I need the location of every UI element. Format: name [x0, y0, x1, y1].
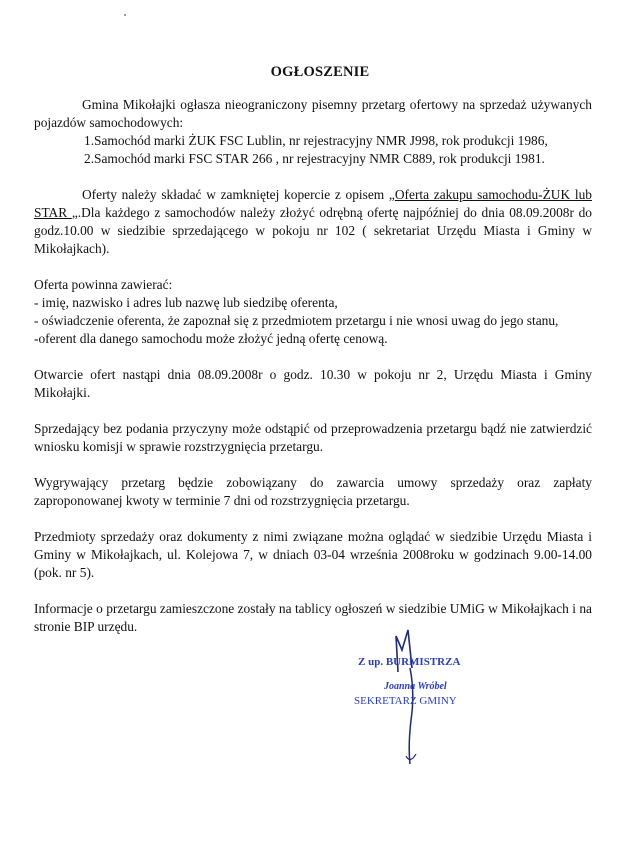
publication-paragraph: Informacje o przetargu zamieszczone zostały na tablicy ogłoszeń w siedzibie UMiG w Mikołajkach i na stronie BIP urzędu.: [34, 601, 592, 634]
stamp-line-2: SEKRETARZ GMINY: [354, 695, 457, 707]
document-body: [34, 96, 592, 636]
inspection-paragraph: Przedmioty sprzedaży oraz dokumenty z nimi związane można oglądać w siedzibie Urzędu Miasta i Gminy w Mikołajkach, ul. Kolejowa 7, w dniach 03-04 września 2008roku w godzinach 9.00-14.00 (pok. nr 5).: [34, 529, 592, 580]
winner-obligation-paragraph: Wygrywający przetarg będzie zobowiązany do zawarcia umowy sprzedaży oraz zapłaty zaproponowanej kwoty w terminie 7 dni od rozstrzygnięcia przetargu.: [34, 475, 592, 508]
offers-paragraph: [34, 186, 592, 258]
seller-rights-paragraph: Sprzedający bez podania przyczyny może odstąpić od przeprowadzenia przetargu bądź nie zatwierdzić wniosku komisji w sprawie rozstrzygnięcia przetargu.: [34, 421, 592, 454]
offers-suffix: „.Dla każdego z samochodów należy złożyć odrębną ofertę najpóźniej do dnia 08.09.2008r do godz.10.00 w siedzibie sprzedającego w pokoju nr 102 ( sekretariat Urzędu Miasta i Gminy w Mikołajkach).: [34, 205, 592, 256]
stamp-line-1: Z up. BURMISTRZA: [358, 656, 461, 668]
contents-item-2: - oświadczenie oferenta, że zapoznał się z przedmiotem przetargu i nie wnosi uwag do jego stanu,: [34, 313, 559, 328]
document-title: OGŁOSZENIE: [270, 64, 370, 80]
intro-paragraph: Gmina Mikołajki ogłasza nieograniczony pisemny przetarg ofertowy na sprzedaż używanych pojazdów samochodowych:: [34, 97, 592, 130]
signature-stamp: [340, 628, 540, 768]
stamp-name: Joanna Wróbel: [384, 681, 447, 692]
offers-prefix: Oferty należy składać w zamkniętej kopercie z opisem „: [82, 187, 395, 202]
opening-paragraph: Otwarcie ofert nastąpi dnia 08.09.2008r o godz. 10.30 w pokoju nr 2, Urzędu Miasta i Gminy Mikołajki.: [34, 367, 592, 400]
scan-speck: [124, 14, 126, 16]
vehicle-item-1: 1.Samochód marki ŻUK FSC Lublin, nr rejestracyjny NMR J998, rok produkcji 1986,: [84, 133, 548, 148]
vehicle-item-2: 2.Samochód marki FSC STAR 266 , nr rejestracyjny NMR C889, rok produkcji 1981.: [84, 151, 545, 166]
offers-underlined: Oferta zakupu samochodu-ŻUK lub STAR: [34, 187, 592, 220]
contents-item-1: - imię, nazwisko i adres lub nazwę lub siedzibę oferenta,: [34, 295, 338, 310]
contents-item-3: -oferent dla danego samochodu może złożyć jedną ofertę cenową.: [34, 331, 388, 346]
contents-header: Oferta powinna zawierać:: [34, 277, 173, 292]
